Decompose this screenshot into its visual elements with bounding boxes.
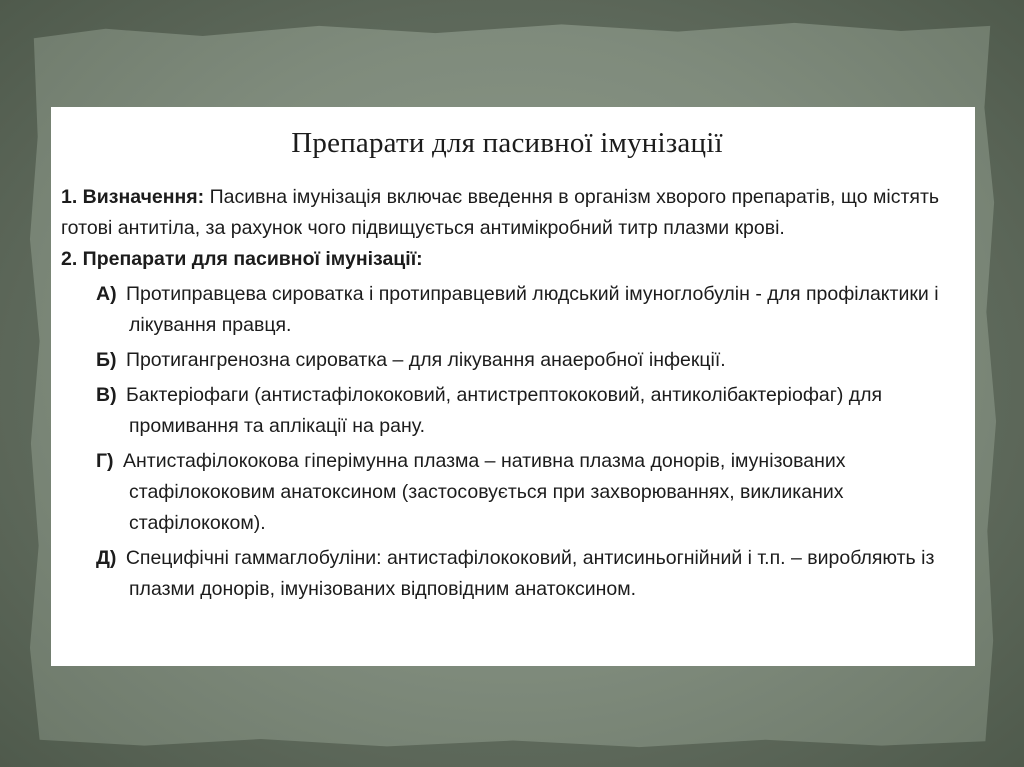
slide-title: Препарати для пасивної імунізації xyxy=(291,127,723,159)
list-item-text: Антистафілококова гіперімунна плазма – нативна плазма донорів, імунізованих стафілококовим анатоксином (застосовується при захворюваннях, викликаних стафілококом). xyxy=(122,450,846,534)
list-item-text: Специфічні гаммаглобуліни: антистафілококовий, антисиньогнійний і т.п. – виробляють із плазми донорів, імунізованих відповідним анатоксином. xyxy=(125,547,935,600)
list-item-g xyxy=(61,446,953,539)
list-item-d xyxy=(61,543,953,605)
list-item-letter: Д) xyxy=(96,547,117,569)
section2-heading: 2. Препарати для пасивної імунізації: xyxy=(61,248,423,270)
list-item-letter: Б) xyxy=(96,349,117,371)
definition-label: 1. Визначення: xyxy=(61,186,205,208)
list-item-text: Протиправцева сироватка і протиправцевий людський імуноглобулін - для профілактики і лікування правця. xyxy=(126,283,939,336)
section-heading xyxy=(61,244,953,275)
list-item-letter: Г) xyxy=(96,450,114,472)
list-item-text: Протигангренозна сироватка – для лікування анаеробної інфекції. xyxy=(125,349,726,371)
list-item-a xyxy=(61,279,953,341)
definition-paragraph xyxy=(61,182,953,244)
definition-text: Пасивна імунізація включає введення в організм хворого препаратів, що містять готові антитіла, за рахунок чого підвищується антимікробний титр плазми крові. xyxy=(61,186,940,239)
list-item-b xyxy=(61,345,953,376)
list-item-text: Бактеріофаги (антистафілококовий, антистрептококовий, антиколібактеріофаг) для промивання та аплікації на рану. xyxy=(126,384,883,437)
list-item-letter: В) xyxy=(96,384,117,406)
list-item-letter: А) xyxy=(96,283,117,305)
list-item-v xyxy=(61,380,953,442)
slide-content xyxy=(51,107,975,666)
